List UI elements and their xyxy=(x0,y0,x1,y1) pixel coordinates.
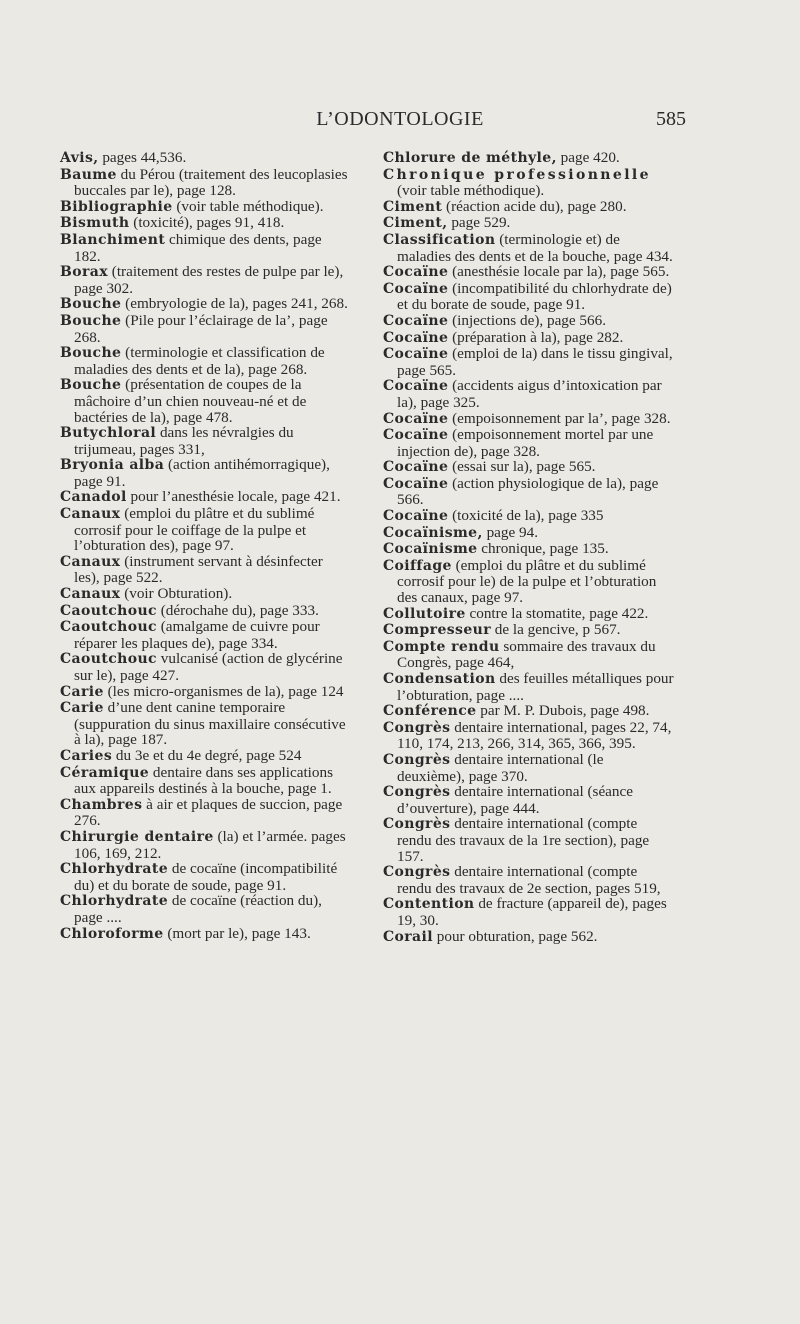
index-description: dentaire international (compte rendu des travaux de 2e section, pages 519, xyxy=(397,863,661,897)
index-entry xyxy=(60,619,350,651)
index-term: Chlorure de méthyle, xyxy=(383,150,557,166)
index-description: dentaire international (séance d’ouverture), page 444. xyxy=(397,783,633,817)
index-term: Cocaïne xyxy=(383,346,449,363)
index-description: (terminologie et) de maladies des dents et de la bouche, page 434. xyxy=(397,230,673,265)
index-entry xyxy=(60,264,350,296)
index-entry xyxy=(383,330,675,347)
index-term: Baume xyxy=(60,166,117,183)
index-description: chimique des dents, page 182. xyxy=(74,230,322,265)
index-entry xyxy=(383,232,675,264)
index-term: Bouche xyxy=(60,377,122,394)
index-description: de fracture (appareil de), pages 19, 30. xyxy=(397,895,667,929)
index-entry xyxy=(383,150,675,167)
index-description: d’une dent canine temporaire (suppuration du sinus maxillaire consécutive à la), page 187. xyxy=(74,699,346,749)
index-column-right xyxy=(383,150,675,945)
index-term: Bibliographie xyxy=(60,198,173,215)
index-description: (essai sur la), page 565. xyxy=(448,458,596,476)
index-term: Conférence xyxy=(383,703,477,720)
index-description: (réaction acide du), page 280. xyxy=(442,197,627,215)
index-description: (voir Obturation). xyxy=(120,585,233,603)
index-term: Cocaïne xyxy=(383,410,449,427)
index-entry xyxy=(60,506,350,554)
index-term: Bouche xyxy=(60,312,122,329)
index-term: Cocaïnisme xyxy=(383,541,478,558)
index-description: chronique, page 135. xyxy=(477,540,609,558)
index-term: Cocaïne xyxy=(383,329,449,346)
index-entry xyxy=(60,797,350,829)
index-entry xyxy=(383,508,675,525)
index-entry xyxy=(383,215,675,232)
index-term: Canadol xyxy=(60,489,127,506)
index-description: pour obturation, page 562. xyxy=(432,927,598,945)
index-entry xyxy=(383,896,675,928)
index-term: Caoutchouc xyxy=(60,602,157,619)
index-entry xyxy=(383,720,675,752)
index-description: de la gencive, p 567. xyxy=(491,621,621,639)
running-title: L’ODONTOLOGIE xyxy=(316,108,484,130)
index-description: (préparation à la), page 282. xyxy=(448,328,624,346)
index-entry xyxy=(60,150,350,167)
index-entry xyxy=(383,346,675,378)
index-entry xyxy=(383,167,675,199)
index-term: Chlorhydrate xyxy=(60,893,169,910)
index-description: (la) et l’armée. pages 106, 169, 212. xyxy=(74,827,346,862)
index-description: (Pile pour l’éclairage de la’, page 268. xyxy=(74,311,328,346)
index-description: (injections de), page 566. xyxy=(448,311,607,329)
index-description: page 420. xyxy=(556,149,620,166)
index-description: du 3e et du 4e degré, page 524 xyxy=(112,746,302,764)
index-term: Borax xyxy=(60,264,108,281)
index-description: contre la stomatite, page 422. xyxy=(465,604,649,622)
index-description: (voir table méthodique). xyxy=(397,182,545,200)
index-term: Butychloral xyxy=(60,425,157,442)
index-term: Carie xyxy=(60,683,104,700)
index-entry xyxy=(383,703,675,720)
index-entry xyxy=(60,215,350,232)
index-entry xyxy=(60,554,350,586)
index-description: dentaire international (le deuxième), page 370. xyxy=(397,750,604,785)
index-description: (action physiologique de la), page 566. xyxy=(397,474,659,509)
index-term: Cocaïne xyxy=(383,508,449,525)
index-term: Congrès xyxy=(383,816,451,833)
index-description: (traitement des restes de pulpe par le), page 302. xyxy=(74,263,344,297)
page-number: 585 xyxy=(656,108,686,130)
index-entry xyxy=(383,929,675,946)
index-entry xyxy=(383,671,675,703)
index-description: (les micro-organismes de la), page 124 xyxy=(103,682,344,700)
index-entry xyxy=(383,784,675,816)
index-description: page 529. xyxy=(447,214,511,232)
index-term: Canaux xyxy=(60,506,121,523)
index-term: Compte rendu xyxy=(383,638,500,655)
index-term: Bryonia alba xyxy=(60,457,165,474)
index-entry xyxy=(60,489,350,506)
index-entry xyxy=(383,264,675,281)
index-description: (dérochahe du), page 333. xyxy=(156,601,319,619)
index-entry xyxy=(383,281,675,313)
index-entry xyxy=(60,377,350,425)
index-entry xyxy=(383,606,675,623)
index-description: (présentation de coupes de la mâchoire d’un chien nouveau-né et de bactéries de la), page 478. xyxy=(74,376,307,426)
index-term: Congrès xyxy=(383,751,451,768)
index-entry xyxy=(383,411,675,428)
index-entry xyxy=(60,893,350,925)
page-header xyxy=(0,108,800,140)
index-entry xyxy=(383,622,675,639)
index-entry xyxy=(60,345,350,377)
index-term: Cocaïne xyxy=(383,264,449,281)
index-term: Céramique xyxy=(60,764,150,781)
index-entry xyxy=(383,313,675,330)
index-term: Compresseur xyxy=(383,622,491,639)
index-description: (empoisonnement mortel par une injection de), page 328. xyxy=(397,426,654,460)
index-term: Bismuth xyxy=(60,215,130,232)
index-term: Canaux xyxy=(60,586,121,603)
index-description: dentaire international (compte rendu des travaux de la 1re section), page 157. xyxy=(397,815,650,865)
index-entry xyxy=(383,864,675,896)
index-term: Classification xyxy=(383,231,496,248)
index-description: (emploi du plâtre et du sublimé corrosif pour le coiffage de la pulpe et l’obturation des), page 97. xyxy=(74,505,315,555)
index-description: (emploi de la) dans le tissu gingival, page 565. xyxy=(397,345,673,379)
index-term: Cocaïne xyxy=(383,378,449,395)
index-term: Ciment xyxy=(383,198,443,215)
index-term: Cocaïnisme, xyxy=(383,524,483,541)
index-description: (embryologie de la), pages 241, 268. xyxy=(121,295,348,313)
index-description: page 94. xyxy=(482,523,539,541)
index-description: (accidents aigus d’intoxication par la), page 325. xyxy=(397,377,662,411)
index-term: Contention xyxy=(383,896,475,913)
index-entry xyxy=(60,425,350,457)
index-entry xyxy=(383,525,675,542)
index-entry xyxy=(60,167,350,199)
index-entry xyxy=(383,427,675,459)
index-description: pages 44,536. xyxy=(98,149,187,166)
index-description: sommaire des travaux du Congrès, page 464, xyxy=(397,637,656,672)
index-description: des feuilles métalliques pour l’obturation, page .... xyxy=(397,670,674,704)
index-term: Chirurgie dentaire xyxy=(60,828,214,845)
index-entry xyxy=(60,748,350,765)
index-entry xyxy=(60,700,350,748)
index-term: Avis, xyxy=(60,150,99,166)
index-description: par M. P. Dubois, page 498. xyxy=(476,702,650,720)
index-term: Bouche xyxy=(60,345,122,362)
index-entry xyxy=(60,651,350,683)
index-term: Congrès xyxy=(383,784,451,801)
index-term: Cocaïne xyxy=(383,427,449,444)
index-description: de cocaïne (incompatibilité du) et du borate de soude, page 91. xyxy=(74,860,338,894)
index-description: dentaire international, pages 22, 74, 110, 174, 213, 266, 314, 365, 366, 395. xyxy=(397,718,672,753)
index-description: vulcanisé (action de glycérine sur le), page 427. xyxy=(74,650,343,684)
index-term: Cocaïne xyxy=(383,312,449,329)
index-description: (emploi du plâtre et du sublimé corrosif pour le) de la pulpe et l’obturation des canaux, page 97. xyxy=(397,556,657,607)
index-entry xyxy=(60,313,350,345)
index-description: (instrument servant à désinfecter les), page 522. xyxy=(74,552,323,587)
index-description: pour l’anesthésie locale, page 421. xyxy=(126,488,341,506)
index-entry xyxy=(60,457,350,489)
index-entry xyxy=(60,861,350,893)
index-description: de cocaïne (réaction du), page .... xyxy=(74,892,322,926)
index-term: Congrès xyxy=(383,864,451,881)
index-term: Congrès xyxy=(383,719,451,736)
index-term: Carie xyxy=(60,700,104,717)
index-term: Condensation xyxy=(383,671,496,687)
index-description: (incompatibilité du chlorhydrate de) et du borate de soude, page 91. xyxy=(397,279,672,314)
index-entry xyxy=(60,586,350,603)
index-term: Coiffage xyxy=(383,557,452,574)
index-term: Ciment, xyxy=(383,215,448,232)
index-term: Collutoire xyxy=(383,605,466,622)
index-description: du Pérou (traitement des leucoplasies buccales par le), page 128. xyxy=(74,165,348,200)
index-description: (empoisonnement par la’, page 328. xyxy=(448,409,671,427)
index-term: Caoutchouc xyxy=(60,651,157,668)
index-term: Chronique professionnelle xyxy=(383,166,651,183)
index-term: Caoutchouc xyxy=(60,619,157,636)
index-entry xyxy=(383,476,675,508)
index-term: Blanchiment xyxy=(60,231,166,248)
index-term: Cocaïne xyxy=(383,475,449,492)
index-entry xyxy=(60,926,350,943)
index-column-left xyxy=(60,150,350,942)
index-term: Chlorhydrate xyxy=(60,861,169,878)
index-entry xyxy=(383,378,675,410)
index-entry xyxy=(60,829,350,861)
index-description: (voir table méthodique). xyxy=(172,197,324,215)
index-term: Bouche xyxy=(60,296,122,313)
index-description: (mort par le), page 143. xyxy=(163,924,311,942)
index-description: dentaire dans ses applications aux appareils destinés à la bouche, page 1. xyxy=(74,763,333,798)
index-description: à air et plaques de succion, page 276. xyxy=(74,795,343,830)
index-entry xyxy=(383,639,675,671)
index-description: (toxicité de la), page 335 xyxy=(448,507,604,525)
index-entry xyxy=(383,199,675,216)
index-entry xyxy=(60,232,350,264)
index-entry xyxy=(383,459,675,476)
index-term: Caries xyxy=(60,747,113,764)
index-description: (terminologie et classification de maladies des dents et de la), page 268. xyxy=(74,344,325,378)
index-entry xyxy=(60,765,350,797)
index-entry xyxy=(383,558,675,606)
index-entry xyxy=(383,541,675,558)
index-entry xyxy=(60,603,350,620)
index-term: Cocaïne xyxy=(383,280,449,297)
index-description: (toxicité), pages 91, 418. xyxy=(129,214,285,232)
index-entry xyxy=(383,752,675,784)
index-entry xyxy=(60,296,350,313)
index-term: Canaux xyxy=(60,553,121,570)
index-term: Chloroforme xyxy=(60,925,164,942)
index-term: Chambres xyxy=(60,796,143,813)
index-description: (action antihémorragique), page 91. xyxy=(74,456,330,490)
index-description: (amalgame de cuivre pour réparer les plaques de), page 334. xyxy=(74,618,320,652)
index-description: (anesthésie locale par la), page 565. xyxy=(448,263,670,281)
index-entry xyxy=(60,199,350,216)
index-term: Cocaïne xyxy=(383,459,449,476)
index-entry xyxy=(383,816,675,864)
index-entry xyxy=(60,684,350,701)
index-description: dans les névralgies du trijumeau, pages 331, xyxy=(74,424,294,458)
index-term: Corail xyxy=(383,928,433,945)
